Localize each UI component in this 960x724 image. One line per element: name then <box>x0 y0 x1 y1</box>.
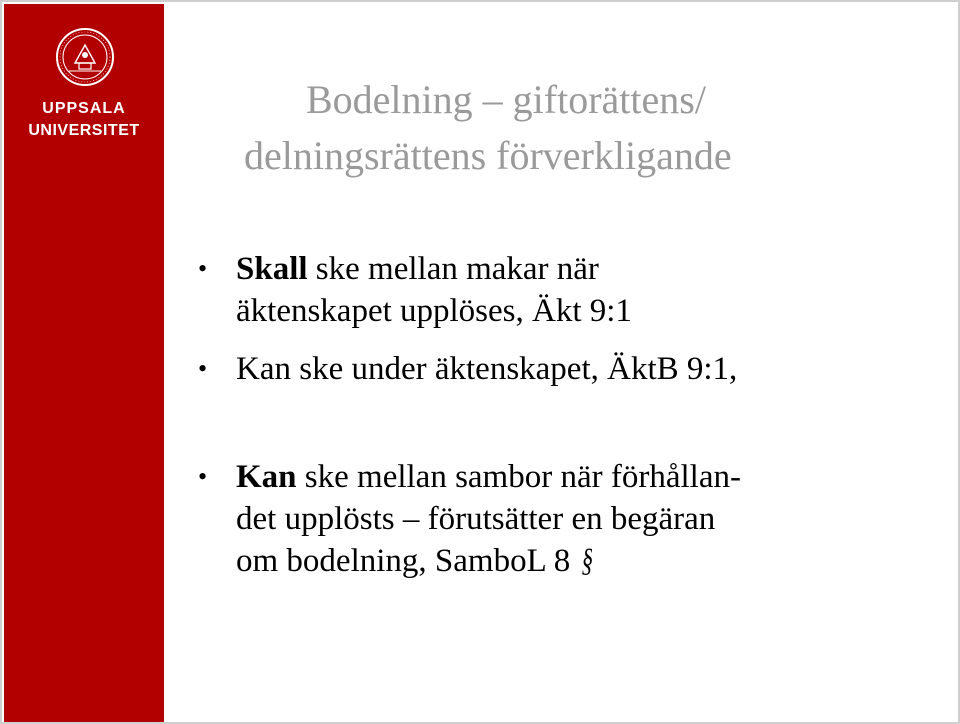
bullet-list <box>198 248 898 582</box>
bullet-emphasis: Skall <box>236 251 308 287</box>
bullet-item <box>198 248 898 332</box>
bullet-dot-icon: • <box>198 354 208 383</box>
bullet-item <box>198 456 898 582</box>
bullet-text: ske mellan makar när <box>307 251 599 287</box>
university-sidebar <box>4 4 164 722</box>
title-line1: Bodelning – giftorättens/ <box>306 77 706 122</box>
bullet-emphasis: Kan <box>236 459 297 495</box>
bullet-text: ske mellan sambor när förhållan- <box>296 459 741 495</box>
title-line2: delningsrättens förverkligande <box>244 133 732 178</box>
section-sign: § <box>580 543 593 579</box>
bullet-dot-icon: • <box>198 254 208 283</box>
bullet-dot-icon: • <box>198 462 208 491</box>
bullet-text: äktenskapet upplöses, Äkt 9:1 <box>236 293 632 329</box>
bullet-text: Kan ske under äktenskapet, ÄktB 9:1, <box>236 351 738 387</box>
university-name-line1: UPPSALA <box>42 100 126 117</box>
university-name-line2: UNIVERSITET <box>28 122 140 139</box>
bullet-text: det upplösts – förutsätter en begäran <box>236 501 716 537</box>
bullet-item <box>198 348 898 390</box>
bullet-text: om bodelning, SamboL 8 <box>236 543 579 579</box>
university-seal-icon <box>55 27 115 87</box>
slide-title <box>244 72 924 184</box>
